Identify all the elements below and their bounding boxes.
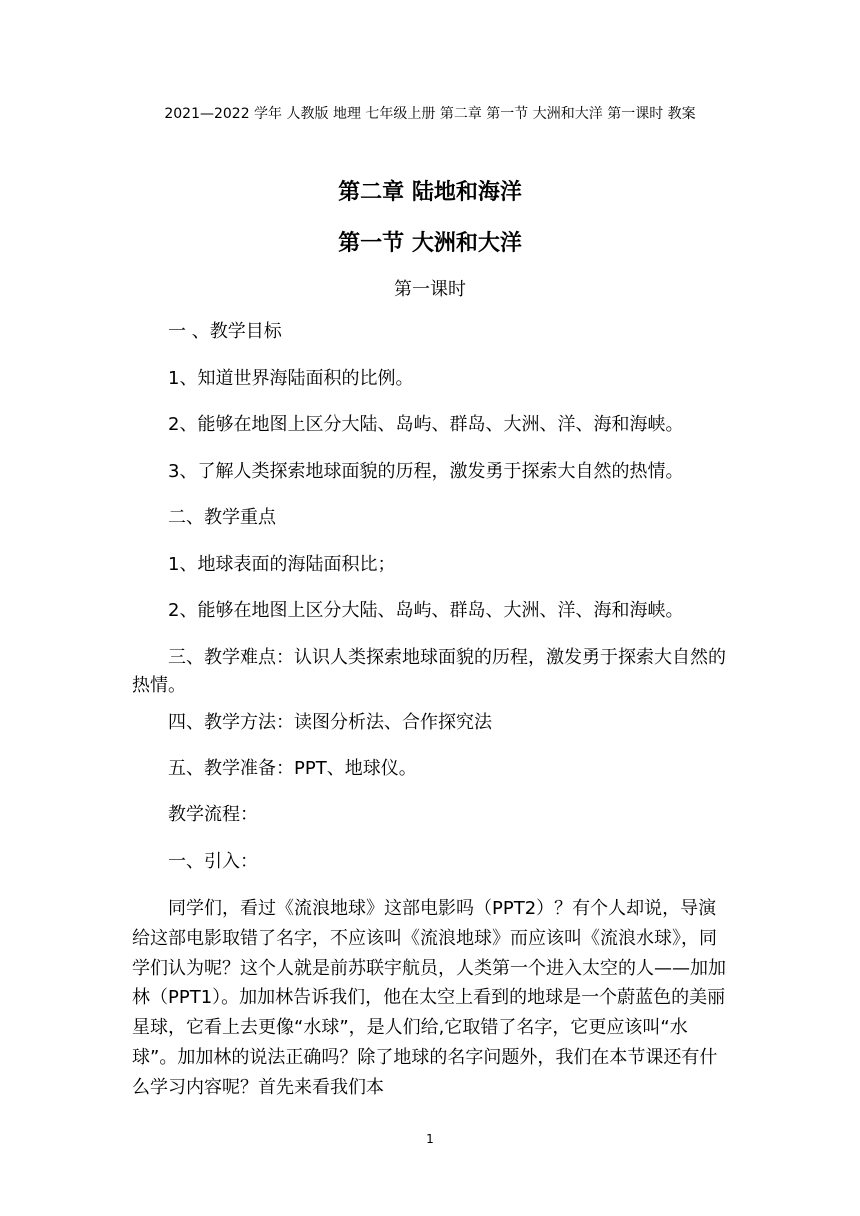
document-header: 2021—2022 学年 人教版 地理 七年级上册 第二章 第一节 大洲和大洋 第一课时 教案 xyxy=(164,106,696,122)
focus-item-1: 1、地球表面的海陆面积比； xyxy=(168,554,396,575)
heading-teaching-methods: 四、教学方法：读图分析法、合作探究法 xyxy=(168,712,492,733)
heading-teaching-process: 教学流程： xyxy=(168,804,258,825)
objective-item-3: 3、了解人类探索地球面貌的历程，激发勇于探索大自然的热情。 xyxy=(168,461,684,482)
heading-teaching-objectives: 一 、教学目标 xyxy=(168,321,282,342)
chapter-title: 第二章 陆地和海洋 xyxy=(338,180,522,205)
objective-item-2: 2、能够在地图上区分大陆、岛屿、群岛、大洲、洋、海和海峡。 xyxy=(168,414,684,435)
page-number: 1 xyxy=(426,1132,434,1146)
focus-item-2: 2、能够在地图上区分大陆、岛屿、群岛、大洲、洋、海和海峡。 xyxy=(168,600,684,621)
section-title: 第一节 大洲和大洋 xyxy=(338,231,522,256)
heading-teaching-difficulty: 三、教学难点：认识人类探索地球面貌的历程，激发勇于探索大自然的热情。 xyxy=(132,647,726,696)
heading-teaching-preparation: 五、教学准备：PPT、地球仪。 xyxy=(168,758,417,779)
lesson-title: 第一课时 xyxy=(394,279,466,300)
introduction-paragraph: 同学们，看过《流浪地球》这部电影吗（PPT2）？有个人却说，导演给这部电影取错了名字，不应该叫《流浪地球》而应该叫《流浪水球》，同学们认为呢？这个人就是前苏联宇航员，人类第一个进入太空的人——加加林（PPT1）。加加林告诉我们，他在太空上看到的地球是一个蔚蓝色的美丽星球，它看上去更像“水球”，是人们给,它取错了名字，它更应该叫“水球”。加加林的说法正确吗？除了地球的名字问题外，我们在本节课还有什么学习内容呢？首先来看我们本 xyxy=(132,898,726,1098)
objective-item-1: 1、知道世界海陆面积的比例。 xyxy=(168,368,414,389)
heading-teaching-focus: 二、教学重点 xyxy=(168,507,276,528)
heading-introduction: 一、引入： xyxy=(168,851,258,872)
